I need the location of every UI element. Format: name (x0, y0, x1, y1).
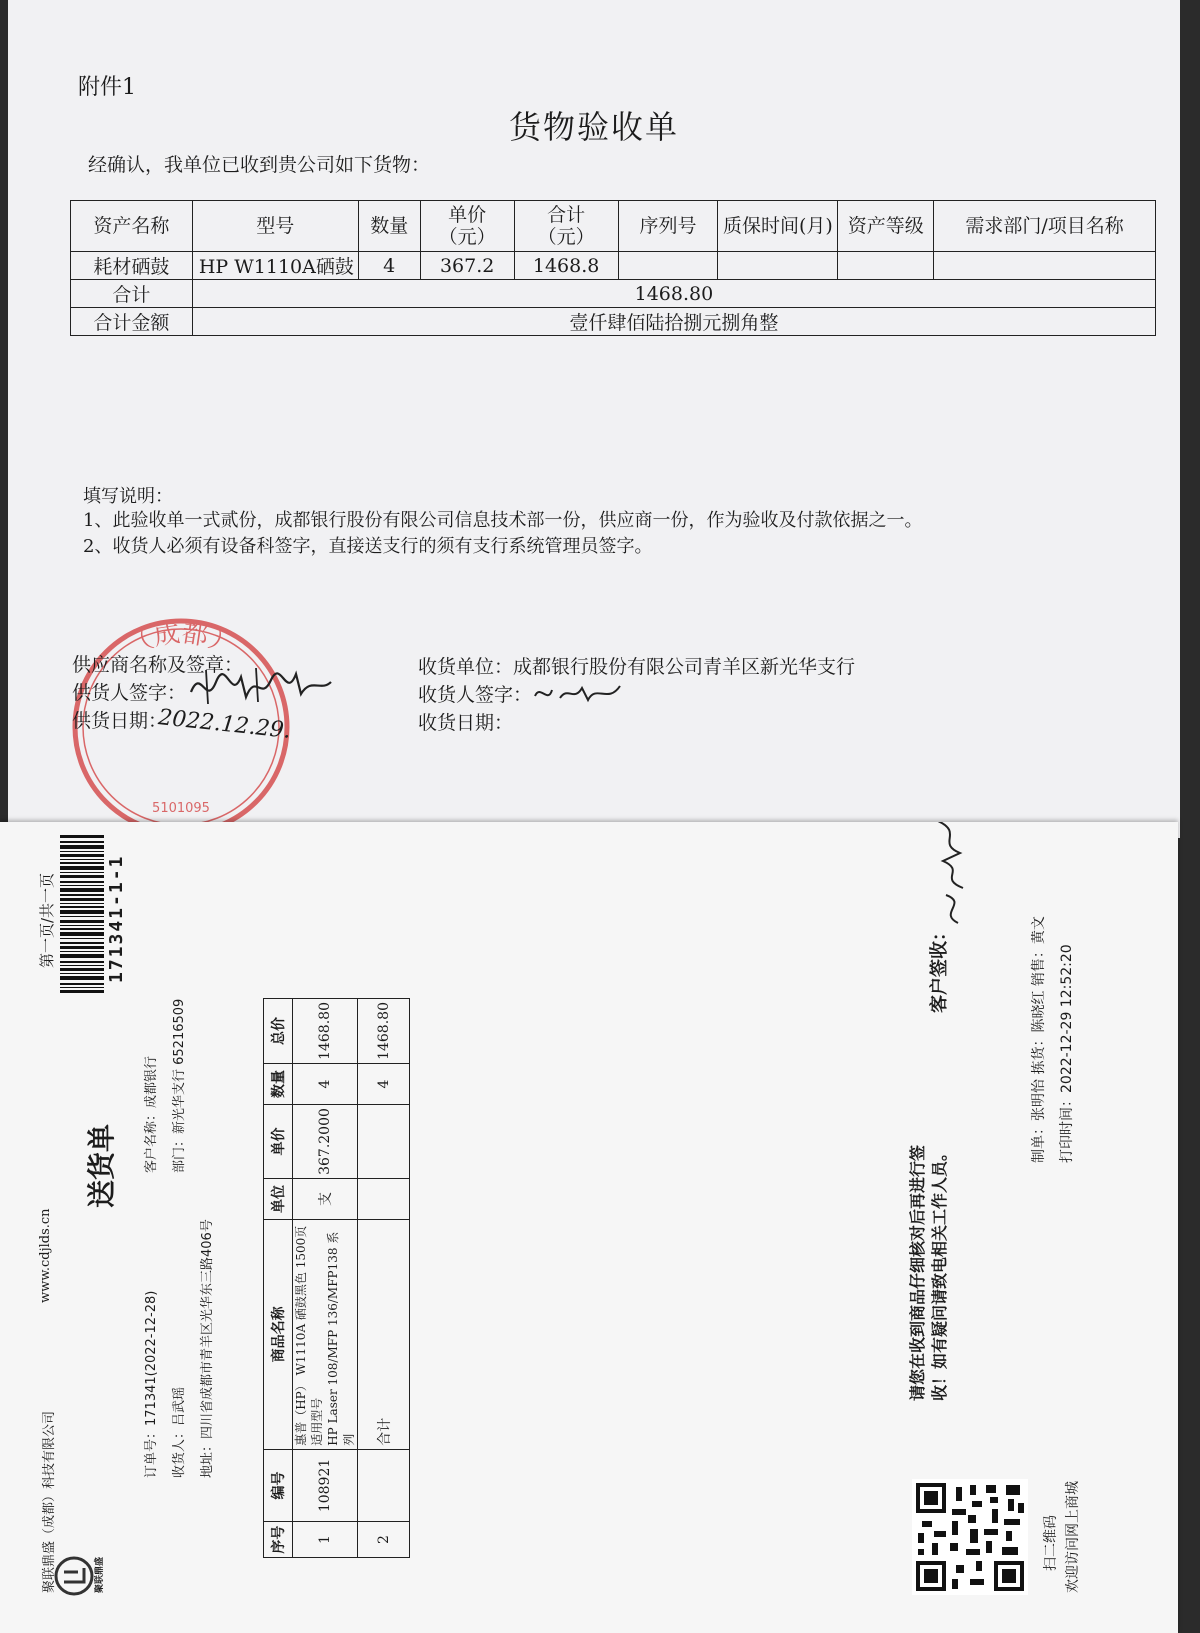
header-warranty: 质保时间(月) (718, 201, 838, 252)
header-qty: 数量 (264, 1063, 293, 1104)
qr-caption-1: 扫二维码 (1043, 1515, 1059, 1571)
header-total (514, 201, 618, 252)
amount-label: 合计金额 (71, 308, 193, 336)
table-header-row (71, 201, 1156, 252)
amount-value: 壹仟肆佰陆拾捌元捌角整 (192, 308, 1155, 336)
sum-row (71, 280, 1156, 308)
row-price: 367.2000 (293, 1105, 358, 1179)
annex-label: 附件1 (78, 75, 136, 100)
receiver-sign-label: 收货人签字： (418, 684, 533, 706)
page-info: 第一页/共一页 (38, 872, 56, 968)
header-total: 总价 (264, 999, 293, 1064)
barcode-image (60, 833, 104, 993)
cell-model: HP W1110A硒鼓 (192, 252, 358, 280)
customer-signature (918, 822, 988, 933)
header-serial: 序列号 (618, 201, 718, 252)
delivery-note-rotated (0, 822, 1178, 1633)
header-asset-name: 资产名称 (71, 201, 193, 252)
seal-number: 5101095 (152, 801, 210, 816)
seal-top-text: （成都） (121, 618, 241, 663)
row-unit: 支 (293, 1178, 358, 1219)
header-unit-price (420, 201, 514, 252)
row-product-name (293, 1220, 358, 1450)
notice-line-2: 收！如有疑问请致电相关工作人员。 (930, 1144, 949, 1401)
header-code: 编号 (264, 1449, 293, 1521)
header-product-name: 商品名称 (264, 1220, 293, 1450)
company-name: 聚联鼎盛（成都）科技有限公司 (42, 1410, 57, 1593)
cell-unit-price: 367.2 (420, 252, 514, 280)
logo-text: 聚联鼎盛 (95, 1556, 105, 1593)
delivery-table (263, 998, 410, 1558)
deliverer-label: 供货人签字： (72, 682, 187, 704)
row-qty: 4 (358, 1063, 410, 1104)
header-model: 型号 (192, 201, 358, 252)
cell-dept (934, 252, 1156, 280)
note-1: 1、此验收单一式贰份，成都银行股份有限公司信息技术部一份，供应商一份，作为验收及付款依据之一。 (83, 510, 923, 531)
barcode-number: 171341-1-1 (106, 854, 127, 983)
row-code (358, 1449, 410, 1521)
receiver-unit-value: 成都银行股份有限公司青羊区新光华支行 (513, 656, 856, 678)
receive-date-label: 收货日期： (418, 712, 514, 734)
row-code: 108921 (293, 1449, 358, 1521)
receiver-name: 收货人：吕武瑶 (172, 1386, 187, 1478)
cell-serial (618, 252, 718, 280)
notes-title: 填写说明： (83, 486, 173, 507)
row-unit (358, 1178, 410, 1219)
row-index: 2 (358, 1522, 410, 1558)
customer-dept: 部门：新光华支行 65216509 (172, 998, 187, 1173)
header-unit: 单位 (264, 1178, 293, 1219)
cell-total: 1468.8 (514, 252, 618, 280)
page-title: 货物验收单 (508, 108, 679, 146)
row-product-name: 合计 (358, 1220, 410, 1450)
maker-info: 制单：张明怡 拣货：陈晓红 销售：黄文 (1031, 916, 1047, 1163)
header-total-line1: 合计 (547, 204, 586, 226)
cell-warranty (718, 252, 838, 280)
row-total: 1468.80 (358, 999, 410, 1064)
company-website: www.cdjlds.cn (38, 1208, 53, 1303)
receiver-unit-label: 收货单位： (418, 656, 514, 678)
header-dept: 需求部门/项目名称 (934, 201, 1156, 252)
customer-sign-label: 客户签收： (929, 923, 950, 1013)
customer-name: 客户名称：成都银行 (144, 1055, 159, 1173)
delivery-title: 送货单 (85, 1123, 118, 1208)
row-price (358, 1105, 410, 1179)
row-qty: 4 (293, 1063, 358, 1104)
header-total-line2: （元） (537, 226, 595, 248)
delivery-note-sheet (0, 822, 1178, 1633)
header-price: 单价 (264, 1105, 293, 1179)
receiver-unit-row (418, 652, 855, 679)
header-unit-price-line1: 单价 (448, 204, 487, 226)
delivery-date: 2022.12.29. (157, 705, 292, 744)
qr-code-image (912, 1479, 1028, 1595)
notice-line-1: 请您在收到商品仔细核对后再进行签 (908, 1144, 927, 1401)
receiver-signature (530, 676, 630, 710)
qr-caption-2: 欢迎访问网上商城 (1065, 1481, 1081, 1593)
deliverer-signature (186, 662, 336, 712)
print-time: 打印时间：2022-12-29 12:52:20 (1059, 944, 1075, 1163)
delivery-address: 地址：四川省成都市青羊区光华东三路406号 (200, 1219, 215, 1478)
header-asset-grade: 资产等级 (838, 201, 934, 252)
sum-value: 1468.80 (192, 280, 1155, 308)
amount-row (71, 308, 1156, 336)
header-index: 序号 (264, 1522, 293, 1558)
header-quantity: 数量 (358, 201, 420, 252)
acceptance-table (70, 200, 1156, 336)
cell-asset-grade (838, 252, 934, 280)
sum-label: 合计 (71, 280, 193, 308)
row-product-name-line2: HP Laser 108/MFP 136/MFP138 系列 (326, 1231, 356, 1446)
order-number: 订单号：171341(2022-12-28) (144, 1290, 159, 1478)
note-2: 2、收货人必须有设备科签字，直接送支行的须有支行系统管理员签字。 (83, 536, 653, 557)
confirm-text: 经确认，我单位已收到贵公司如下货物： (88, 154, 431, 176)
delivery-header-row (264, 999, 293, 1558)
acceptance-sheet (8, 0, 1180, 838)
table-row (293, 999, 358, 1558)
supplier-label: 供应商名称及签章： (72, 654, 244, 676)
table-row (358, 999, 410, 1558)
delivery-date-label: 供货日期： (72, 710, 168, 732)
cell-quantity: 4 (358, 252, 420, 280)
table-row (71, 252, 1156, 280)
header-unit-price-line2: （元） (438, 226, 496, 248)
row-index: 1 (293, 1522, 358, 1558)
row-product-name-line1: 惠普（HP） W1110A 硒鼓黑色 1500页 适用型号 (294, 1225, 324, 1446)
cell-asset-name: 耗材硒鼓 (71, 252, 193, 280)
row-total: 1468.80 (293, 999, 358, 1064)
